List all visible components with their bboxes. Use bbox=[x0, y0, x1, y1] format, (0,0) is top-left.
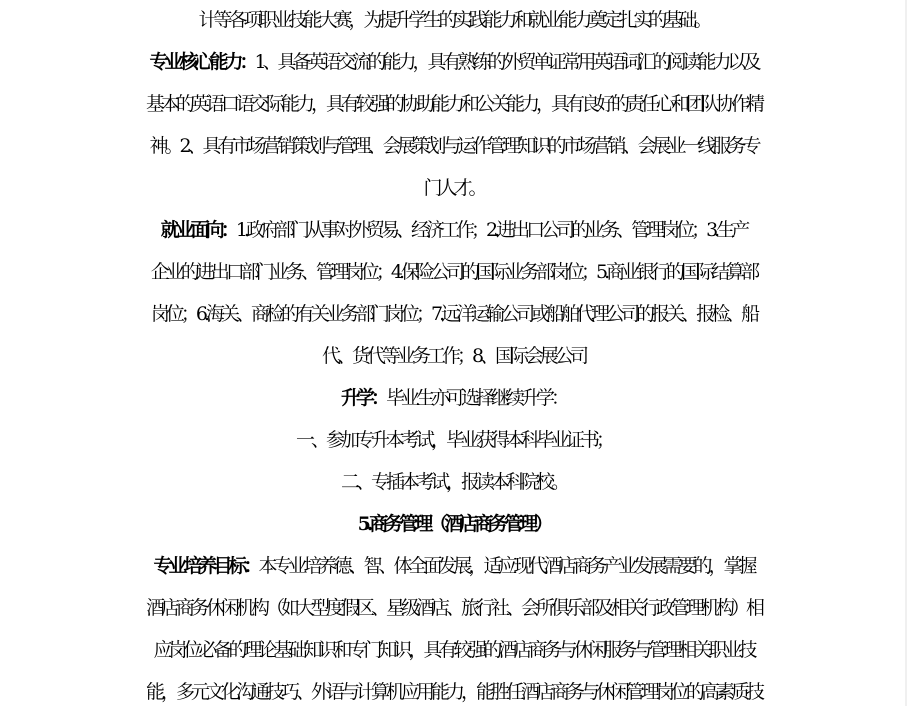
text-line bbox=[0, 210, 907, 250]
section-heading: 就业面向： bbox=[160, 219, 236, 241]
text-line bbox=[0, 672, 907, 706]
section-heading: 升学： bbox=[340, 387, 386, 409]
text-line bbox=[0, 378, 907, 418]
text-line bbox=[0, 252, 907, 292]
line-text: 1、具备英语交流的能力，具有熟练的外贸单证常用英语词汇的阅读能力以及 bbox=[254, 51, 758, 73]
text-line bbox=[0, 168, 907, 208]
text-line bbox=[0, 420, 907, 460]
text-line bbox=[0, 294, 907, 334]
line-text: 计等各项职业技能大赛，为提升学生的实践能力和就业能力奠定扎实的基础。 bbox=[198, 9, 709, 31]
line-text: 1.政府部门从事对外贸易、经济工作；2.进出口公司的业务、管理岗位；3.生产 bbox=[235, 219, 747, 241]
text-line bbox=[0, 126, 907, 166]
text-line bbox=[0, 462, 907, 502]
line-text: 门人才。 bbox=[423, 177, 484, 199]
text-line bbox=[0, 336, 907, 376]
section-heading: 专业核心能力： bbox=[149, 51, 255, 73]
line-text: 应岗位必备的理论基础知识和专门知识，具有较强的酒店商务与休闲服务与管理相关职业技 bbox=[153, 639, 754, 661]
line-text: 神。2、具有市场营销策划与管理、会展策划与运作管理知识的市场营销、会展业一线服务专 bbox=[149, 135, 758, 157]
line-text: 本专业培养德、智、体全面发展，适应现代酒店商务产业发展需要的，掌握 bbox=[258, 555, 754, 577]
text-line bbox=[0, 546, 907, 586]
line-text: 能，多元文化沟通技巧、外语与计算机应用能力，能胜任酒店商务与休闲管理岗位的高素质技 bbox=[145, 681, 761, 703]
text-line bbox=[0, 42, 907, 82]
line-text: 一、参加专升本考试，毕业获得本科毕业证书； bbox=[295, 429, 611, 451]
section-heading: 专业培养目标： bbox=[153, 555, 259, 577]
text-line bbox=[0, 588, 907, 628]
text-line bbox=[0, 84, 907, 124]
line-text: 二、专插本考试，报读本科院校。 bbox=[340, 471, 566, 493]
line-text: 酒店商务休闲机构（如大型度假区、星级酒店、旅行社、会所俱乐部及相关行政管理机构）相 bbox=[145, 597, 761, 619]
section-title: 5.商务管理（酒店商务管理） bbox=[357, 513, 550, 535]
line-text: 企业的进出口部门业务、管理岗位；4.保险公司的国际业务部岗位；5.商业银行的国际结算部 bbox=[150, 261, 757, 283]
line-text: 基本的英语口语交际能力，具有较强的协助能力和公关能力，具有良好的责任心和团队协作精 bbox=[145, 93, 761, 115]
text-line bbox=[0, 0, 907, 40]
text-line bbox=[0, 630, 907, 670]
text-line bbox=[0, 504, 907, 544]
line-text: 岗位；6.海关、商检的有关业务部门岗位；7.远洋运输公司或船舶代理公司的报关、报检、船 bbox=[150, 303, 757, 325]
line-text: 代、货代等业务工作；8、国际会展公司 bbox=[321, 345, 586, 367]
line-text: 毕业生亦可选择继续升学： bbox=[386, 387, 567, 409]
